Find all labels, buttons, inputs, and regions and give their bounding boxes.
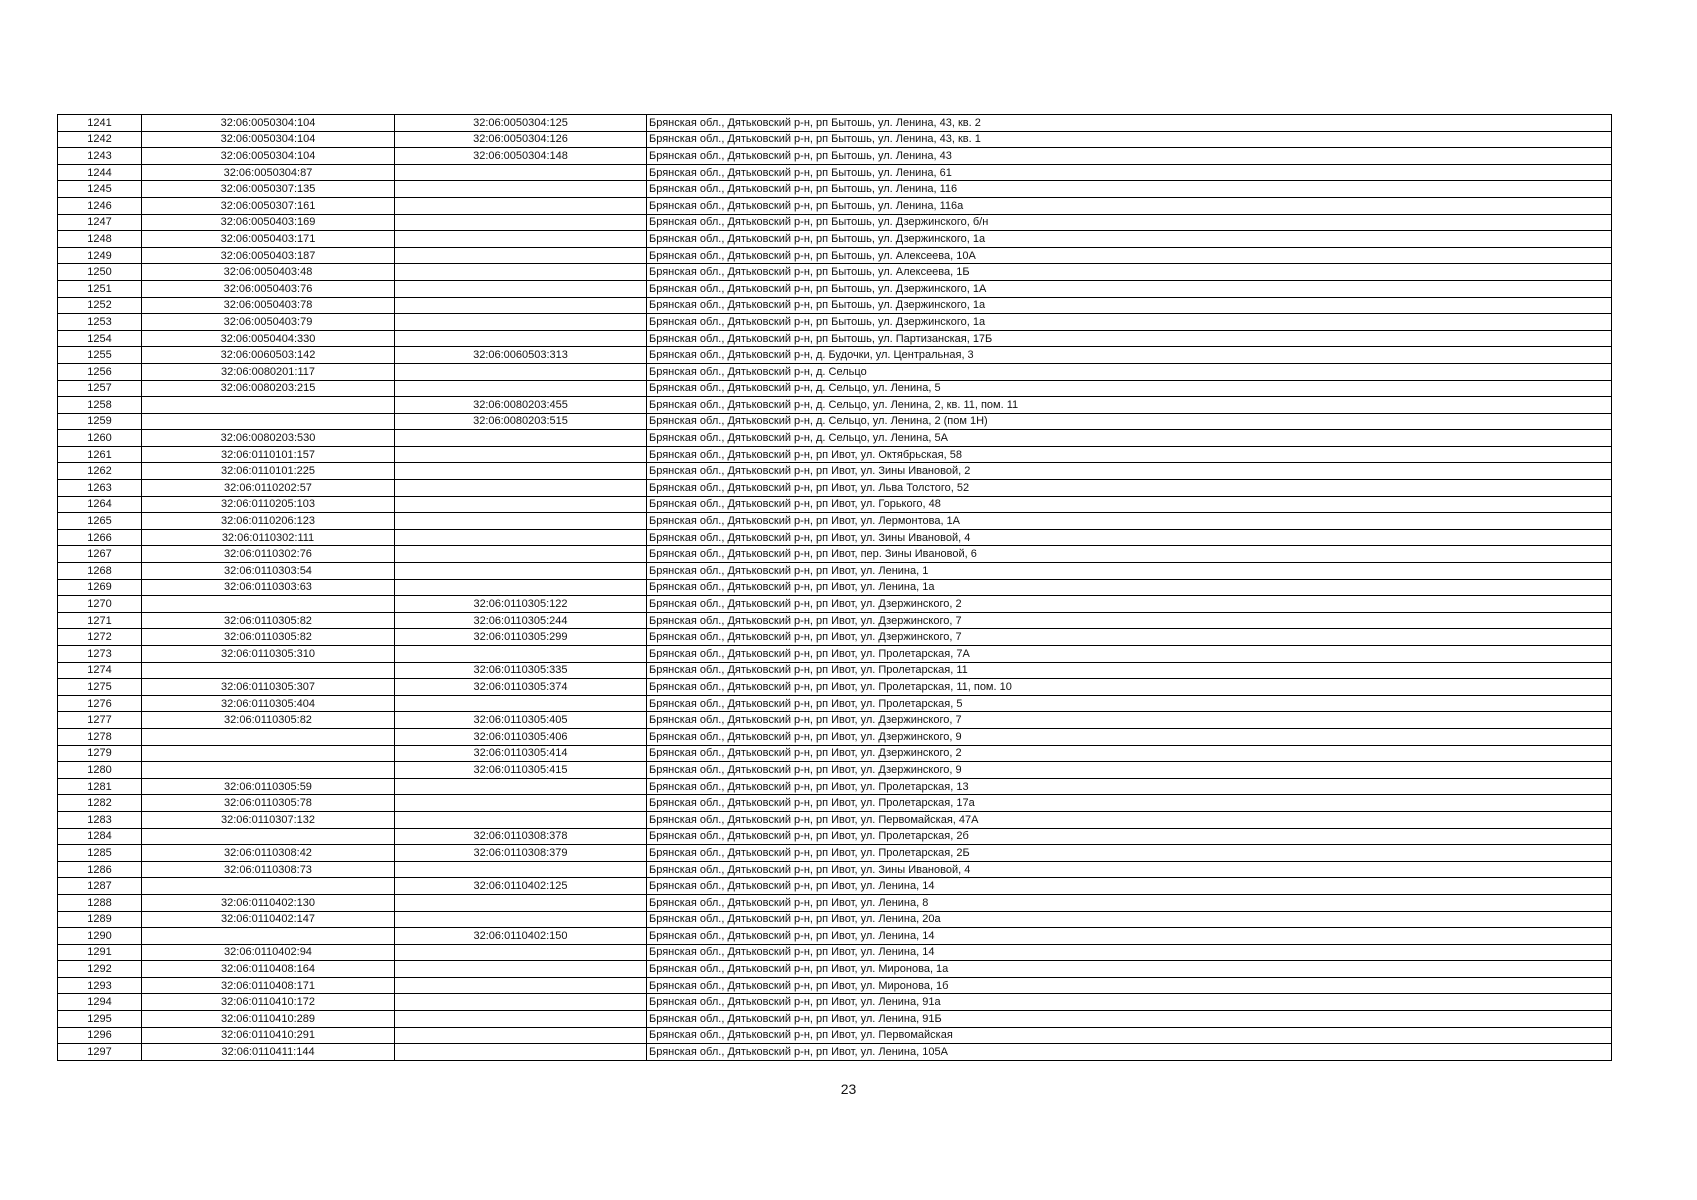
- row-number-cell: 1295: [58, 1011, 142, 1028]
- address-cell: Брянская обл., Дятьковский р-н, рп Ивот, ул. Миронова, 1а: [647, 961, 1612, 978]
- address-cell: Брянская обл., Дятьковский р-н, рп Бытошь, ул. Алексеева, 10А: [647, 247, 1612, 264]
- cadastral-premises-cell: 32:06:0110305:122: [395, 596, 647, 613]
- cadastral-premises-cell: [395, 164, 647, 181]
- table-row: [58, 728, 1612, 745]
- address-cell: Брянская обл., Дятьковский р-н, д. Сельцо, ул. Ленина, 5А: [647, 430, 1612, 447]
- cadastral-premises-cell: 32:06:0110305:299: [395, 629, 647, 646]
- cadastral-object-cell: 32:06:0110402:94: [142, 944, 395, 961]
- row-number-cell: 1262: [58, 463, 142, 480]
- row-number-cell: 1263: [58, 480, 142, 497]
- cadastral-premises-cell: 32:06:0110305:335: [395, 662, 647, 679]
- cadastral-premises-cell: [395, 579, 647, 596]
- address-cell: Брянская обл., Дятьковский р-н, рп Ивот, ул. Дзержинского, 9: [647, 762, 1612, 779]
- address-cell: Брянская обл., Дятьковский р-н, рп Ивот, ул. Лермонтова, 1А: [647, 513, 1612, 530]
- cadastral-object-cell: 32:06:0050404:330: [142, 330, 395, 347]
- row-number-cell: 1288: [58, 894, 142, 911]
- cadastral-premises-cell: [395, 1011, 647, 1028]
- row-number-cell: 1261: [58, 446, 142, 463]
- cadastral-object-cell: [142, 828, 395, 845]
- cadastral-object-cell: 32:06:0050304:104: [142, 115, 395, 132]
- table-row: [58, 280, 1612, 297]
- row-number-cell: 1274: [58, 662, 142, 679]
- address-cell: Брянская обл., Дятьковский р-н, рп Бытошь, ул. Ленина, 116: [647, 181, 1612, 198]
- row-number-cell: 1293: [58, 977, 142, 994]
- cadastral-object-cell: [142, 662, 395, 679]
- page-number: 23: [840, 1081, 857, 1097]
- table-row: [58, 363, 1612, 380]
- cadastral-object-cell: 32:06:0110101:157: [142, 446, 395, 463]
- row-number-cell: 1260: [58, 430, 142, 447]
- table-row: [58, 994, 1612, 1011]
- table-row: [58, 297, 1612, 314]
- table-row: [58, 762, 1612, 779]
- address-cell: Брянская обл., Дятьковский р-н, рп Бытошь, ул. Ленина, 43, кв. 2: [647, 115, 1612, 132]
- row-number-cell: 1246: [58, 197, 142, 214]
- cadastral-premises-cell: 32:06:0110402:150: [395, 928, 647, 945]
- row-number-cell: 1289: [58, 911, 142, 928]
- table-row: [58, 115, 1612, 132]
- cadastral-premises-cell: 32:06:0050304:125: [395, 115, 647, 132]
- row-number-cell: 1296: [58, 1027, 142, 1044]
- cadastral-premises-cell: 32:06:0110305:405: [395, 712, 647, 729]
- row-number-cell: 1285: [58, 845, 142, 862]
- address-cell: Брянская обл., Дятьковский р-н, рп Ивот, ул. Пролетарская, 11: [647, 662, 1612, 679]
- address-cell: Брянская обл., Дятьковский р-н, рп Бытошь, ул. Алексеева, 1Б: [647, 264, 1612, 281]
- row-number-cell: 1286: [58, 861, 142, 878]
- address-cell: Брянская обл., Дятьковский р-н, рп Ивот, пер. Зины Ивановой, 6: [647, 546, 1612, 563]
- cadastral-premises-cell: 32:06:0060503:313: [395, 347, 647, 364]
- cadastral-object-cell: 32:06:0110305:82: [142, 612, 395, 629]
- cadastral-object-cell: [142, 878, 395, 895]
- cadastral-object-cell: 32:06:0050304:104: [142, 131, 395, 148]
- cadastral-premises-cell: [395, 1027, 647, 1044]
- row-number-cell: 1280: [58, 762, 142, 779]
- table-row: [58, 579, 1612, 596]
- address-cell: Брянская обл., Дятьковский р-н, рп Бытошь, ул. Дзержинского, 1а: [647, 231, 1612, 248]
- cadastral-premises-cell: 32:06:0110305:415: [395, 762, 647, 779]
- cadastral-object-cell: 32:06:0110410:172: [142, 994, 395, 1011]
- row-number-cell: 1283: [58, 811, 142, 828]
- cadastral-premises-cell: [395, 546, 647, 563]
- row-number-cell: 1252: [58, 297, 142, 314]
- table-row: [58, 496, 1612, 513]
- cadastral-premises-cell: [395, 1044, 647, 1061]
- cadastral-object-cell: 32:06:0050307:135: [142, 181, 395, 198]
- cadastral-object-cell: 32:06:0110305:310: [142, 646, 395, 663]
- row-number-cell: 1259: [58, 413, 142, 430]
- cadastral-object-cell: 32:06:0110302:76: [142, 546, 395, 563]
- address-cell: Брянская обл., Дятьковский р-н, д. Сельцо, ул. Ленина, 2 (пом 1Н): [647, 413, 1612, 430]
- cadastral-object-cell: 32:06:0050403:171: [142, 231, 395, 248]
- address-cell: Брянская обл., Дятьковский р-н, д. Сельцо, ул. Ленина, 2, кв. 11, пом. 11: [647, 397, 1612, 414]
- cadastral-object-cell: 32:06:0110305:82: [142, 712, 395, 729]
- cadastral-premises-cell: [395, 513, 647, 530]
- table-row: [58, 164, 1612, 181]
- address-cell: Брянская обл., Дятьковский р-н, рп Ивот, ул. Дзержинского, 7: [647, 612, 1612, 629]
- table-row: [58, 446, 1612, 463]
- cadastral-object-cell: 32:06:0050403:79: [142, 314, 395, 331]
- cadastral-object-cell: 32:06:0110408:171: [142, 977, 395, 994]
- row-number-cell: 1278: [58, 728, 142, 745]
- address-cell: Брянская обл., Дятьковский р-н, рп Ивот, ул. Дзержинского, 2: [647, 596, 1612, 613]
- table-row: [58, 197, 1612, 214]
- table-row: [58, 480, 1612, 497]
- row-number-cell: 1287: [58, 878, 142, 895]
- row-number-cell: 1249: [58, 247, 142, 264]
- table-row: [58, 911, 1612, 928]
- cadastral-object-cell: 32:06:0110307:132: [142, 811, 395, 828]
- table-row: [58, 1044, 1612, 1061]
- table-row: [58, 314, 1612, 331]
- row-number-cell: 1273: [58, 646, 142, 663]
- cadastral-object-cell: 32:06:0050304:104: [142, 148, 395, 165]
- row-number-cell: 1270: [58, 596, 142, 613]
- row-number-cell: 1291: [58, 944, 142, 961]
- cadastral-premises-cell: [395, 961, 647, 978]
- cadastral-premises-cell: [395, 496, 647, 513]
- address-cell: Брянская обл., Дятьковский р-н, рп Ивот, ул. Пролетарская, 11, пом. 10: [647, 679, 1612, 696]
- address-cell: Брянская обл., Дятьковский р-н, рп Ивот, ул. Октябрьская, 58: [647, 446, 1612, 463]
- cadastral-object-cell: 32:06:0110410:289: [142, 1011, 395, 1028]
- address-cell: Брянская обл., Дятьковский р-н, рп Ивот, ул. Пролетарская, 17а: [647, 795, 1612, 812]
- row-number-cell: 1268: [58, 563, 142, 580]
- table-row: [58, 629, 1612, 646]
- address-cell: Брянская обл., Дятьковский р-н, рп Ивот, ул. Дзержинского, 2: [647, 745, 1612, 762]
- address-cell: Брянская обл., Дятьковский р-н, рп Бытошь, ул. Дзержинского, 1А: [647, 280, 1612, 297]
- address-cell: Брянская обл., Дятьковский р-н, рп Ивот, ул. Ленина, 105А: [647, 1044, 1612, 1061]
- cadastral-premises-cell: [395, 811, 647, 828]
- cadastral-premises-cell: [395, 264, 647, 281]
- cadastral-premises-cell: [395, 894, 647, 911]
- cadastral-object-cell: [142, 413, 395, 430]
- address-cell: Брянская обл., Дятьковский р-н, рп Ивот, ул. Ленина, 8: [647, 894, 1612, 911]
- cadastral-object-cell: 32:06:0110402:147: [142, 911, 395, 928]
- address-cell: Брянская обл., Дятьковский р-н, рп Бытошь, ул. Ленина, 116а: [647, 197, 1612, 214]
- cadastral-object-cell: 32:06:0110308:42: [142, 845, 395, 862]
- row-number-cell: 1257: [58, 380, 142, 397]
- cadastral-object-cell: 32:06:0110408:164: [142, 961, 395, 978]
- cadastral-object-cell: 32:06:0050403:169: [142, 214, 395, 231]
- table-row: [58, 380, 1612, 397]
- cadastral-premises-cell: 32:06:0080203:455: [395, 397, 647, 414]
- table-row: [58, 214, 1612, 231]
- cadastral-object-cell: 32:06:0080201:117: [142, 363, 395, 380]
- cadastral-premises-cell: [395, 430, 647, 447]
- cadastral-premises-cell: 32:06:0050304:148: [395, 148, 647, 165]
- address-cell: Брянская обл., Дятьковский р-н, д. Будочки, ул. Центральная, 3: [647, 347, 1612, 364]
- row-number-cell: 1244: [58, 164, 142, 181]
- address-cell: Брянская обл., Дятьковский р-н, д. Сельцо: [647, 363, 1612, 380]
- row-number-cell: 1294: [58, 994, 142, 1011]
- address-cell: Брянская обл., Дятьковский р-н, рп Ивот, ул. Дзержинского, 9: [647, 728, 1612, 745]
- table-row: [58, 347, 1612, 364]
- table-row: [58, 778, 1612, 795]
- cadastral-object-cell: 32:06:0110410:291: [142, 1027, 395, 1044]
- table-row: [58, 463, 1612, 480]
- cadastral-object-cell: [142, 745, 395, 762]
- cadastral-object-cell: 32:06:0050403:187: [142, 247, 395, 264]
- cadastral-object-cell: 32:06:0110402:130: [142, 894, 395, 911]
- cadastral-object-cell: 32:06:0110205:103: [142, 496, 395, 513]
- cadastral-premises-cell: 32:06:0110308:378: [395, 828, 647, 845]
- cadastral-premises-cell: [395, 297, 647, 314]
- table-row: [58, 811, 1612, 828]
- row-number-cell: 1243: [58, 148, 142, 165]
- table-row: [58, 861, 1612, 878]
- address-cell: Брянская обл., Дятьковский р-н, д. Сельцо, ул. Ленина, 5: [647, 380, 1612, 397]
- row-number-cell: 1256: [58, 363, 142, 380]
- table-row: [58, 646, 1612, 663]
- row-number-cell: 1290: [58, 928, 142, 945]
- row-number-cell: 1242: [58, 131, 142, 148]
- row-number-cell: 1265: [58, 513, 142, 530]
- cadastral-object-cell: 32:06:0110302:111: [142, 529, 395, 546]
- cadastral-premises-cell: [395, 944, 647, 961]
- table-row: [58, 397, 1612, 414]
- address-cell: Брянская обл., Дятьковский р-н, рп Ивот, ул. Льва Толстого, 52: [647, 480, 1612, 497]
- table-row: [58, 413, 1612, 430]
- table-row: [58, 181, 1612, 198]
- address-cell: Брянская обл., Дятьковский р-н, рп Ивот, ул. Пролетарская, 7А: [647, 646, 1612, 663]
- table-row: [58, 529, 1612, 546]
- table-row: [58, 430, 1612, 447]
- cadastral-object-cell: 32:06:0050307:161: [142, 197, 395, 214]
- address-cell: Брянская обл., Дятьковский р-н, рп Ивот, ул. Зины Ивановой, 4: [647, 529, 1612, 546]
- cadastral-premises-cell: [395, 977, 647, 994]
- table-row: [58, 513, 1612, 530]
- cadastral-premises-cell: [395, 778, 647, 795]
- cadastral-premises-cell: 32:06:0110305:406: [395, 728, 647, 745]
- cadastral-object-cell: 32:06:0060503:142: [142, 347, 395, 364]
- cadastral-premises-cell: [395, 214, 647, 231]
- cadastral-object-cell: 32:06:0110305:59: [142, 778, 395, 795]
- cadastral-premises-cell: [395, 480, 647, 497]
- table-row: [58, 662, 1612, 679]
- row-number-cell: 1250: [58, 264, 142, 281]
- cadastral-object-cell: 32:06:0110305:404: [142, 695, 395, 712]
- table-row: [58, 828, 1612, 845]
- row-number-cell: 1247: [58, 214, 142, 231]
- address-cell: Брянская обл., Дятьковский р-н, рп Ивот, ул. Зины Ивановой, 2: [647, 463, 1612, 480]
- address-cell: Брянская обл., Дятьковский р-н, рп Бытошь, ул. Дзержинского, б/н: [647, 214, 1612, 231]
- row-number-cell: 1264: [58, 496, 142, 513]
- row-number-cell: 1258: [58, 397, 142, 414]
- cadastral-object-cell: 32:06:0110101:225: [142, 463, 395, 480]
- address-cell: Брянская обл., Дятьковский р-н, рп Ивот, ул. Ленина, 14: [647, 928, 1612, 945]
- address-cell: Брянская обл., Дятьковский р-н, рп Ивот, ул. Ленина, 20а: [647, 911, 1612, 928]
- row-number-cell: 1255: [58, 347, 142, 364]
- table-row: [58, 546, 1612, 563]
- cadastral-premises-cell: [395, 563, 647, 580]
- address-cell: Брянская обл., Дятьковский р-н, рп Бытошь, ул. Ленина, 43, кв. 1: [647, 131, 1612, 148]
- row-number-cell: 1267: [58, 546, 142, 563]
- cadastral-object-cell: 32:06:0050403:78: [142, 297, 395, 314]
- table-row: [58, 679, 1612, 696]
- cadastral-premises-cell: [395, 646, 647, 663]
- table-row: [58, 961, 1612, 978]
- table-row: [58, 131, 1612, 148]
- cadastral-object-cell: [142, 762, 395, 779]
- registry-table-body: [58, 115, 1612, 1061]
- address-cell: Брянская обл., Дятьковский р-н, рп Ивот, ул. Первомайская: [647, 1027, 1612, 1044]
- row-number-cell: 1281: [58, 778, 142, 795]
- table-row: [58, 745, 1612, 762]
- table-row: [58, 231, 1612, 248]
- address-cell: Брянская обл., Дятьковский р-н, рп Ивот, ул. Пролетарская, 13: [647, 778, 1612, 795]
- cadastral-premises-cell: [395, 695, 647, 712]
- address-cell: Брянская обл., Дятьковский р-н, рп Ивот, ул. Зины Ивановой, 4: [647, 861, 1612, 878]
- row-number-cell: 1282: [58, 795, 142, 812]
- row-number-cell: 1279: [58, 745, 142, 762]
- row-number-cell: 1284: [58, 828, 142, 845]
- cadastral-premises-cell: [395, 247, 647, 264]
- row-number-cell: 1297: [58, 1044, 142, 1061]
- row-number-cell: 1251: [58, 280, 142, 297]
- row-number-cell: 1245: [58, 181, 142, 198]
- cadastral-premises-cell: 32:06:0110305:374: [395, 679, 647, 696]
- table-row: [58, 247, 1612, 264]
- cadastral-object-cell: 32:06:0080203:530: [142, 430, 395, 447]
- table-row: [58, 563, 1612, 580]
- address-cell: Брянская обл., Дятьковский р-н, рп Ивот, ул. Ленина, 91Б: [647, 1011, 1612, 1028]
- cadastral-premises-cell: [395, 861, 647, 878]
- table-row: [58, 878, 1612, 895]
- address-cell: Брянская обл., Дятьковский р-н, рп Бытошь, ул. Партизанская, 17Б: [647, 330, 1612, 347]
- row-number-cell: 1271: [58, 612, 142, 629]
- cadastral-premises-cell: [395, 529, 647, 546]
- address-cell: Брянская обл., Дятьковский р-н, рп Ивот, ул. Пролетарская, 5: [647, 695, 1612, 712]
- cadastral-object-cell: 32:06:0110303:54: [142, 563, 395, 580]
- cadastral-object-cell: [142, 596, 395, 613]
- cadastral-object-cell: 32:06:0110303:63: [142, 579, 395, 596]
- table-row: [58, 845, 1612, 862]
- cadastral-premises-cell: [395, 994, 647, 1011]
- cadastral-premises-cell: 32:06:0110402:125: [395, 878, 647, 895]
- table-row: [58, 264, 1612, 281]
- cadastral-premises-cell: 32:06:0050304:126: [395, 131, 647, 148]
- row-number-cell: 1241: [58, 115, 142, 132]
- row-number-cell: 1277: [58, 712, 142, 729]
- cadastral-premises-cell: [395, 795, 647, 812]
- cadastral-premises-cell: [395, 363, 647, 380]
- address-cell: Брянская обл., Дятьковский р-н, рп Ивот, ул. Ленина, 14: [647, 944, 1612, 961]
- cadastral-premises-cell: [395, 197, 647, 214]
- table-row: [58, 928, 1612, 945]
- address-cell: Брянская обл., Дятьковский р-н, рп Бытошь, ул. Дзержинского, 1а: [647, 297, 1612, 314]
- address-cell: Брянская обл., Дятьковский р-н, рп Ивот, ул. Ленина, 1а: [647, 579, 1612, 596]
- cadastral-premises-cell: [395, 231, 647, 248]
- address-cell: Брянская обл., Дятьковский р-н, рп Ивот, ул. Пролетарская, 2Б: [647, 845, 1612, 862]
- cadastral-object-cell: [142, 728, 395, 745]
- address-cell: Брянская обл., Дятьковский р-н, рп Бытошь, ул. Дзержинского, 1а: [647, 314, 1612, 331]
- table-row: [58, 1027, 1612, 1044]
- address-cell: Брянская обл., Дятьковский р-н, рп Ивот, ул. Первомайская, 47А: [647, 811, 1612, 828]
- cadastral-premises-cell: [395, 463, 647, 480]
- table-row: [58, 795, 1612, 812]
- registry-table: [57, 114, 1612, 1061]
- table-row: [58, 148, 1612, 165]
- row-number-cell: 1248: [58, 231, 142, 248]
- cadastral-premises-cell: [395, 911, 647, 928]
- cadastral-object-cell: 32:06:0110206:123: [142, 513, 395, 530]
- address-cell: Брянская обл., Дятьковский р-н, рп Ивот, ул. Дзержинского, 7: [647, 712, 1612, 729]
- address-cell: Брянская обл., Дятьковский р-н, рп Бытошь, ул. Ленина, 43: [647, 148, 1612, 165]
- table-row: [58, 977, 1612, 994]
- row-number-cell: 1275: [58, 679, 142, 696]
- cadastral-premises-cell: [395, 280, 647, 297]
- cadastral-object-cell: 32:06:0050403:76: [142, 280, 395, 297]
- table-row: [58, 695, 1612, 712]
- table-row: [58, 944, 1612, 961]
- address-cell: Брянская обл., Дятьковский р-н, рп Ивот, ул. Ленина, 91а: [647, 994, 1612, 1011]
- cadastral-object-cell: 32:06:0080203:215: [142, 380, 395, 397]
- table-row: [58, 612, 1612, 629]
- table-row: [58, 596, 1612, 613]
- address-cell: Брянская обл., Дятьковский р-н, рп Ивот, ул. Миронова, 1б: [647, 977, 1612, 994]
- row-number-cell: 1266: [58, 529, 142, 546]
- address-cell: Брянская обл., Дятьковский р-н, рп Бытошь, ул. Ленина, 61: [647, 164, 1612, 181]
- cadastral-object-cell: [142, 928, 395, 945]
- address-cell: Брянская обл., Дятьковский р-н, рп Ивот, ул. Ленина, 14: [647, 878, 1612, 895]
- cadastral-premises-cell: [395, 181, 647, 198]
- cadastral-object-cell: [142, 397, 395, 414]
- table-row: [58, 712, 1612, 729]
- row-number-cell: 1254: [58, 330, 142, 347]
- cadastral-premises-cell: [395, 446, 647, 463]
- table-row: [58, 330, 1612, 347]
- table-row: [58, 1011, 1612, 1028]
- cadastral-premises-cell: [395, 330, 647, 347]
- cadastral-object-cell: 32:06:0110305:78: [142, 795, 395, 812]
- cadastral-premises-cell: [395, 380, 647, 397]
- row-number-cell: 1269: [58, 579, 142, 596]
- cadastral-premises-cell: [395, 314, 647, 331]
- row-number-cell: 1276: [58, 695, 142, 712]
- table-row: [58, 894, 1612, 911]
- row-number-cell: 1253: [58, 314, 142, 331]
- row-number-cell: 1272: [58, 629, 142, 646]
- row-number-cell: 1292: [58, 961, 142, 978]
- cadastral-object-cell: 32:06:0110411:144: [142, 1044, 395, 1061]
- cadastral-premises-cell: 32:06:0110305:244: [395, 612, 647, 629]
- cadastral-object-cell: 32:06:0110308:73: [142, 861, 395, 878]
- cadastral-object-cell: 32:06:0050304:87: [142, 164, 395, 181]
- address-cell: Брянская обл., Дятьковский р-н, рп Ивот, ул. Пролетарская, 2б: [647, 828, 1612, 845]
- cadastral-object-cell: 32:06:0050403:48: [142, 264, 395, 281]
- cadastral-premises-cell: 32:06:0110308:379: [395, 845, 647, 862]
- address-cell: Брянская обл., Дятьковский р-н, рп Ивот, ул. Горького, 48: [647, 496, 1612, 513]
- cadastral-object-cell: 32:06:0110202:57: [142, 480, 395, 497]
- address-cell: Брянская обл., Дятьковский р-н, рп Ивот, ул. Ленина, 1: [647, 563, 1612, 580]
- cadastral-premises-cell: 32:06:0110305:414: [395, 745, 647, 762]
- address-cell: Брянская обл., Дятьковский р-н, рп Ивот, ул. Дзержинского, 7: [647, 629, 1612, 646]
- cadastral-object-cell: 32:06:0110305:307: [142, 679, 395, 696]
- cadastral-object-cell: 32:06:0110305:82: [142, 629, 395, 646]
- cadastral-premises-cell: 32:06:0080203:515: [395, 413, 647, 430]
